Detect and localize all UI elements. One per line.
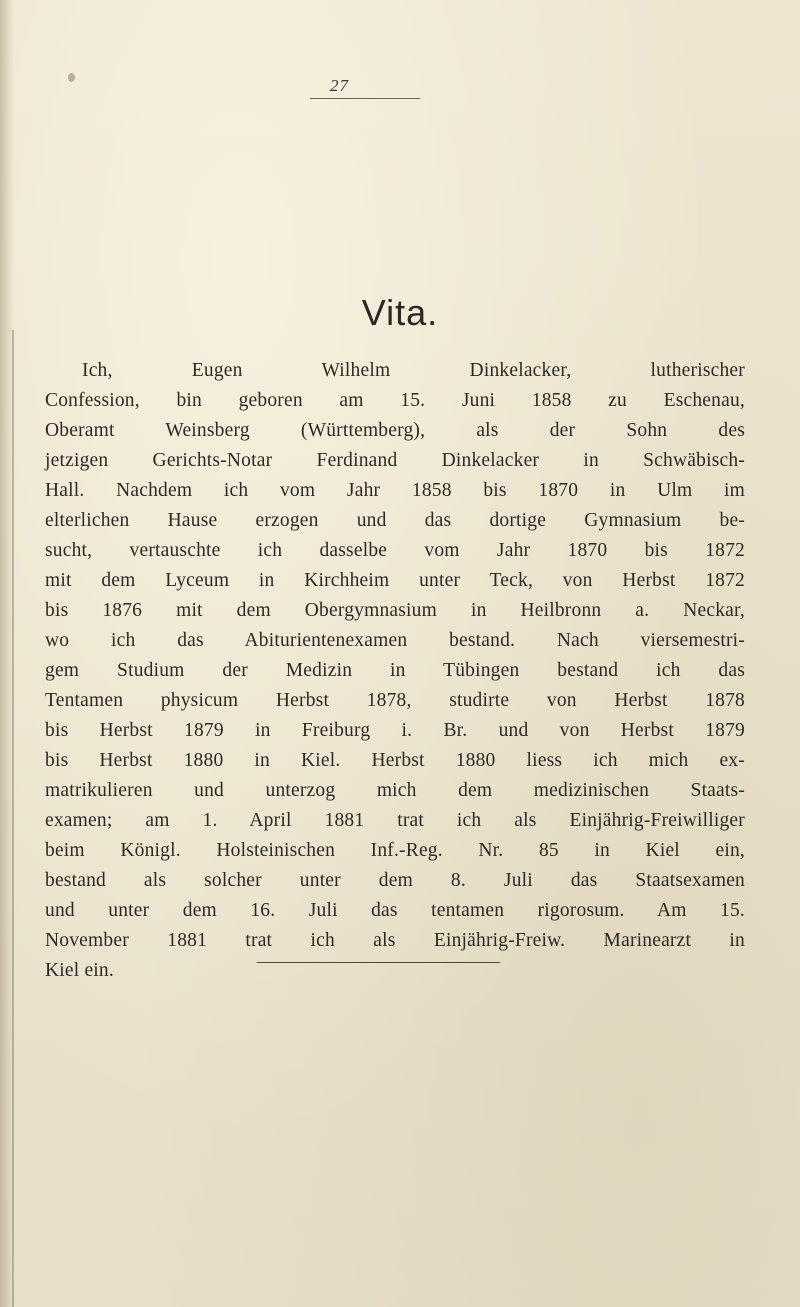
text-line: bis Herbst 1879 in Freiburg i. Br. und von Herbst 1879 — [45, 720, 745, 741]
text-line: mit dem Lyceum in Kirchheim unter Teck, von Herbst 1872 — [45, 570, 745, 591]
text-line: wo ich das Abiturientenexamen bestand. Nach viersemestri- — [45, 630, 745, 651]
page-number: 27 — [330, 76, 349, 95]
text-line: Tentamen physicum Herbst 1878, studirte von Herbst 1878 — [45, 690, 745, 711]
text-line: bis 1876 mit dem Obergymnasium in Heilbronn a. Neckar, — [45, 600, 745, 621]
text-line: Hall. Nachdem ich vom Jahr 1858 bis 1870 in Ulm im — [45, 480, 745, 501]
text-line: November 1881 trat ich als Einjährig-Freiw. Marinearzt in — [45, 930, 745, 951]
page-title: Vita. — [361, 292, 439, 333]
text-line: Oberamt Weinsberg (Württemberg), als der Sohn des — [45, 420, 745, 441]
ink-smudge — [68, 73, 75, 82]
binding-line — [12, 330, 14, 1307]
text-line: examen; am 1. April 1881 trat ich als Einjährig-Freiwilliger — [45, 810, 745, 831]
text-line: matrikulieren und unterzog mich dem medizinischen Staats- — [45, 780, 745, 801]
text-line: elterlichen Hause erzogen und das dortige Gymnasium be- — [45, 510, 745, 531]
page-number-rule — [310, 98, 420, 99]
text-line: Confession, bin geboren am 15. Juni 1858 zu Eschenau, — [45, 390, 745, 411]
text-line: beim Königl. Holsteinischen Inf.-Reg. Nr. 85 in Kiel ein, — [45, 840, 745, 861]
text-line: Ich, Eugen Wilhelm Dinkelacker, lutherischer — [82, 360, 745, 381]
text-line: und unter dem 16. Juli das tentamen rigorosum. Am 15. — [45, 900, 745, 921]
text-line: jetzigen Gerichts-Notar Ferdinand Dinkelacker in Schwäbisch- — [45, 450, 745, 471]
text-line: Kiel ein. — [45, 960, 114, 981]
text-line: bestand als solcher unter dem 8. Juli das Staatsexamen — [45, 870, 745, 891]
vita-paragraph — [45, 356, 745, 986]
closing-rule — [257, 962, 500, 963]
text-line: gem Studium der Medizin in Tübingen bestand ich das — [45, 660, 745, 681]
text-line: bis Herbst 1880 in Kiel. Herbst 1880 liess ich mich ex- — [45, 750, 745, 771]
text-line: sucht, vertauschte ich dasselbe vom Jahr 1870 bis 1872 — [45, 540, 745, 561]
